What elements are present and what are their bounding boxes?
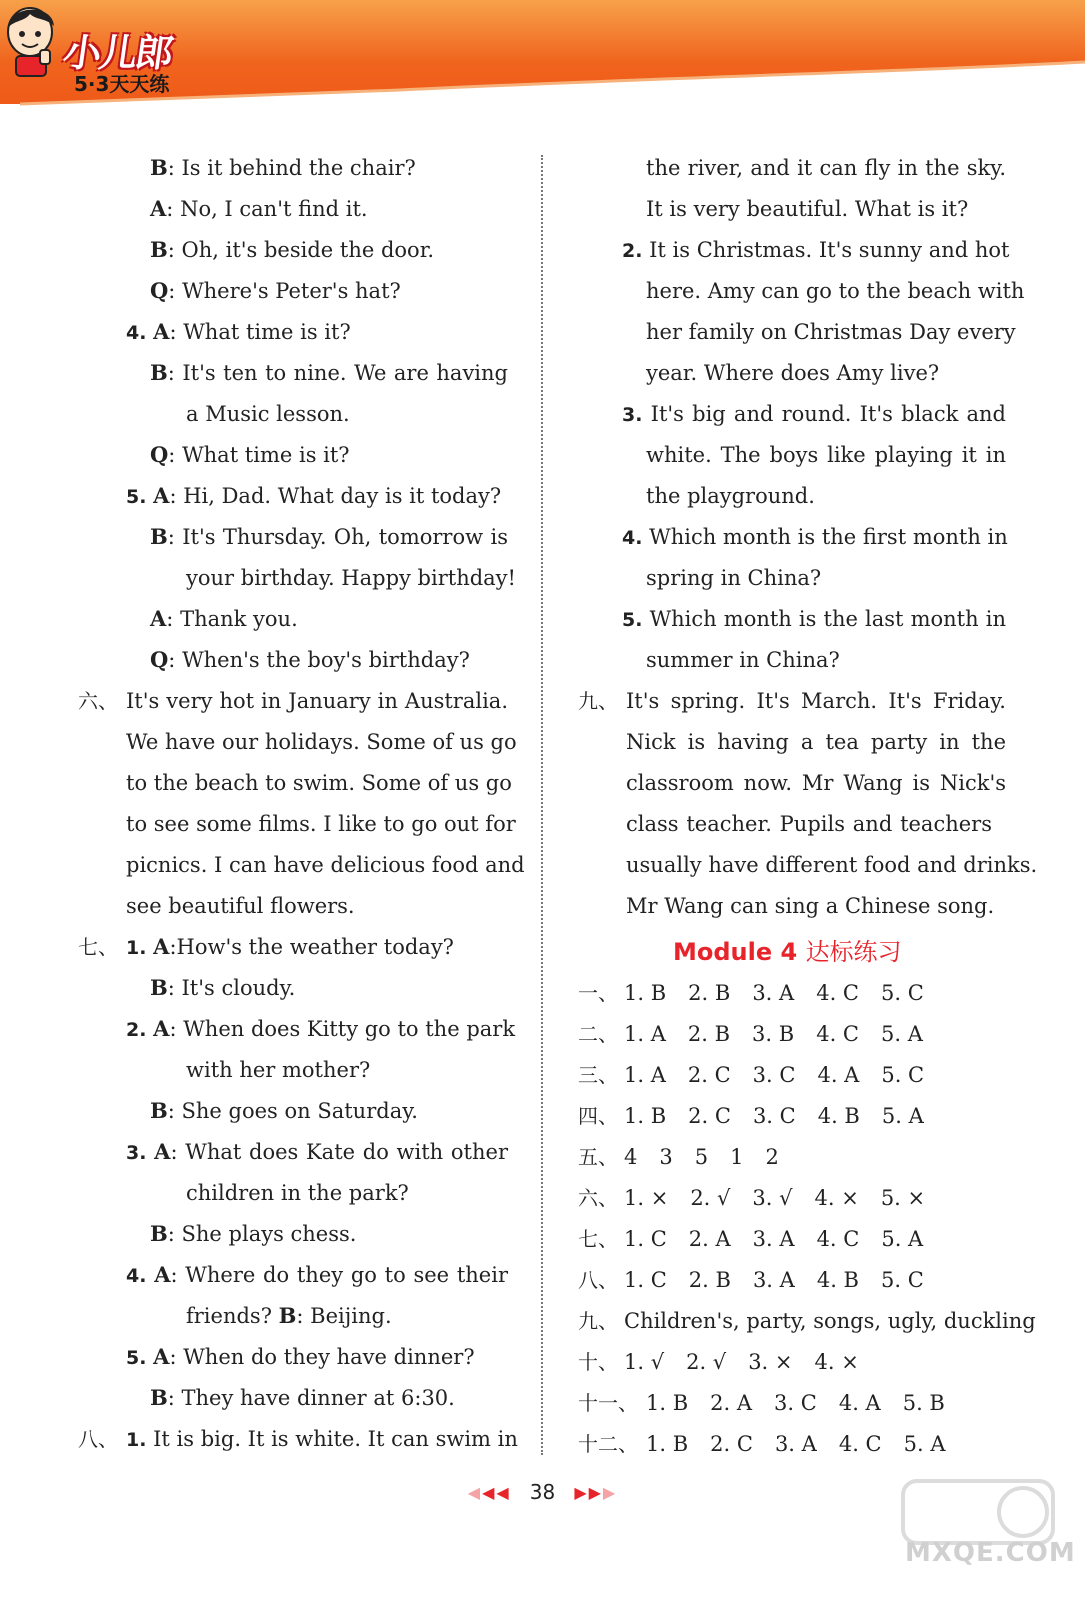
answer-item: 3. A xyxy=(752,981,795,1005)
dialogue-line: Q: Where's Peter's hat? xyxy=(150,278,401,303)
answer-item: 2. √ xyxy=(690,1186,731,1210)
answer-row xyxy=(578,1385,967,1421)
dialogue-line: B: It's cloudy. xyxy=(150,975,296,1000)
module-title: Module 4 达标练习 xyxy=(673,938,902,966)
answer-row xyxy=(578,1262,946,1298)
answer-item: 4. B xyxy=(816,1268,859,1292)
dialogue-line: friends? B: Beijing. xyxy=(186,1303,392,1328)
answer-item: 3 xyxy=(659,1145,673,1169)
answer-section-marker: 十一、 xyxy=(578,1391,638,1415)
answer-item: 2. A xyxy=(688,1227,731,1251)
dialogue-line: B: It's Thursday. Oh, tomorrow is xyxy=(150,524,508,549)
passage-line: white. The boys like playing it in xyxy=(646,443,1006,467)
answer-row xyxy=(578,1344,881,1380)
column-divider xyxy=(541,155,543,1455)
answer-item: 2. B xyxy=(688,981,731,1005)
passage-line: the river, and it can fly in the sky. xyxy=(646,156,1006,180)
passage-line: the playground. xyxy=(646,484,815,508)
dialogue-line: B: She plays chess. xyxy=(150,1221,357,1246)
answer-section-marker: 九、 xyxy=(578,1309,618,1333)
answer-item: 1. B xyxy=(624,981,667,1005)
passage-line: here. Amy can go to the beach with xyxy=(646,279,1025,303)
passage-line: We have our holidays. Some of us go xyxy=(126,730,517,754)
passage-line: picnics. I can have delicious food and xyxy=(126,853,525,877)
answer-section-marker: 五、 xyxy=(578,1145,618,1169)
answer-item: 2. √ xyxy=(686,1350,727,1374)
answer-item: 5. C xyxy=(880,981,924,1005)
passage-line: 4. Which month is the first month in xyxy=(622,525,1008,549)
passage-line: Mr Wang can sing a Chinese song. xyxy=(626,894,995,918)
passage-line: to the beach to swim. Some of us go xyxy=(126,771,512,795)
dialogue-line: children in the park? xyxy=(186,1181,409,1205)
answer-item: 3. A xyxy=(774,1432,817,1456)
section-marker: 七、 xyxy=(78,935,118,959)
answer-item: 3. C xyxy=(774,1391,817,1415)
answer-item: 5. C xyxy=(881,1063,925,1087)
answer-item: 5. A xyxy=(881,1104,924,1128)
answer-item: 4. A xyxy=(838,1391,881,1415)
passage-line: 1. It is big. It is white. It can swim in xyxy=(126,1427,518,1451)
dialogue-line: 4. A: What time is it? xyxy=(126,319,351,344)
passage-line: see beautiful flowers. xyxy=(126,894,355,918)
answer-item: 3. √ xyxy=(752,1186,793,1210)
answer-item: 5. A xyxy=(880,1022,923,1046)
answer-item: 4. × xyxy=(814,1186,859,1210)
logo-subtitle: 5·3天天练 xyxy=(74,72,170,96)
answer-item: 2 xyxy=(765,1145,779,1169)
answer-section-marker: 二、 xyxy=(578,1022,618,1046)
answer-row xyxy=(578,1139,801,1175)
answer-item: Children's, party, songs, ugly, duckling xyxy=(624,1309,1036,1333)
watermark-text: MXQE.COM xyxy=(905,1538,1076,1568)
dialogue-line: Q: When's the boy's birthday? xyxy=(150,647,470,672)
answer-row xyxy=(578,1426,968,1462)
next-arrows-icon: ▶▶▶ xyxy=(574,1482,618,1502)
passage-line: summer in China? xyxy=(646,648,840,672)
mascot-icon xyxy=(0,0,62,80)
answer-item: 4. C xyxy=(838,1432,882,1456)
dialogue-line: B: She goes on Saturday. xyxy=(150,1098,418,1123)
passage-line: classroom now. Mr Wang is Nick's xyxy=(626,771,1006,795)
answer-item: 4. × xyxy=(814,1350,859,1374)
answer-row xyxy=(578,975,946,1011)
answer-item: 3. A xyxy=(752,1227,795,1251)
answer-section-marker: 六、 xyxy=(578,1186,618,1210)
answer-item: 3. C xyxy=(752,1104,796,1128)
answer-item: 4. C xyxy=(816,1022,859,1046)
answer-item: 4 xyxy=(624,1145,638,1169)
answer-item: 5. C xyxy=(880,1268,924,1292)
passage-line: year. Where does Amy live? xyxy=(646,361,940,385)
logo-title: 小儿郎 xyxy=(60,31,175,75)
answer-item: 5 xyxy=(694,1145,709,1169)
answer-item: 4. C xyxy=(816,981,859,1005)
answer-row xyxy=(578,1016,945,1052)
section-marker: 六、 xyxy=(78,689,118,713)
dialogue-line: your birthday. Happy birthday! xyxy=(186,566,516,590)
answer-item: 2. A xyxy=(710,1391,753,1415)
passage-line: It's spring. It's March. It's Friday. xyxy=(626,689,1006,713)
answer-item: 1. C xyxy=(624,1268,667,1292)
answer-item: 1 xyxy=(730,1145,744,1169)
dialogue-line: A: Thank you. xyxy=(150,606,298,631)
passage-line: class teacher. Pupils and teachers xyxy=(626,812,992,836)
dialogue-line: B: It's ten to nine. We are having xyxy=(150,360,508,385)
dialogue-line: Q: What time is it? xyxy=(150,442,350,467)
passage-line: It's very hot in January in Australia. xyxy=(126,689,508,713)
answer-section-marker: 七、 xyxy=(578,1227,618,1251)
answer-item: 5. A xyxy=(903,1432,946,1456)
answer-item: 4. B xyxy=(817,1104,860,1128)
answer-item: 1. A xyxy=(624,1022,666,1046)
answer-item: 3. A xyxy=(752,1268,795,1292)
dialogue-line: 5. A: When do they have dinner? xyxy=(126,1344,475,1369)
answer-item: 1. B xyxy=(624,1104,667,1128)
answer-section-marker: 四、 xyxy=(578,1104,618,1128)
answer-section-marker: 八、 xyxy=(578,1268,618,1292)
dialogue-line: 3. A: What does Kate do with other xyxy=(126,1139,508,1164)
passage-line: usually have different food and drinks. xyxy=(626,853,1038,877)
passage-line: her family on Christmas Day every xyxy=(646,320,1016,344)
answer-item: 1. B xyxy=(646,1432,689,1456)
section-marker: 八、 xyxy=(78,1427,118,1451)
answer-section-marker: 三、 xyxy=(578,1063,618,1087)
page-number: 38 xyxy=(529,1480,556,1504)
dialogue-line: B: They have dinner at 6:30. xyxy=(150,1385,455,1410)
answer-item: 5. A xyxy=(881,1227,924,1251)
answer-item: 2. B xyxy=(687,1022,731,1046)
answer-section-marker: 十二、 xyxy=(578,1432,638,1456)
answer-item: 1. × xyxy=(624,1186,669,1210)
answer-item: 4. A xyxy=(817,1063,860,1087)
dialogue-line: a Music lesson. xyxy=(186,402,350,426)
dialogue-line: A: No, I can't find it. xyxy=(150,196,368,221)
answer-item: 2. C xyxy=(710,1432,753,1456)
answer-item: 3. C xyxy=(752,1063,796,1087)
answer-item: 1. √ xyxy=(624,1350,665,1374)
answer-item: 1. C xyxy=(624,1227,667,1251)
answer-section-marker: 一、 xyxy=(578,981,618,1005)
answer-item: 5. B xyxy=(902,1391,945,1415)
answer-item: 2. C xyxy=(688,1104,731,1128)
answer-item: 1. B xyxy=(646,1391,689,1415)
dialogue-line: with her mother? xyxy=(186,1058,371,1082)
answer-row xyxy=(578,1303,1058,1339)
passage-line: 5. Which month is the last month in xyxy=(622,607,1006,631)
prev-arrows-icon: ◀◀◀ xyxy=(467,1482,511,1502)
dialogue-line: B: Is it behind the chair? xyxy=(150,155,416,180)
answer-item: 3. B xyxy=(752,1022,795,1046)
answer-item: 2. B xyxy=(688,1268,731,1292)
answer-row xyxy=(578,1221,945,1257)
dialogue-line: 1. A:How's the weather today? xyxy=(126,934,454,959)
passage-line: 2. It is Christmas. It's sunny and hot xyxy=(622,238,1010,262)
dialogue-line: 5. A: Hi, Dad. What day is it today? xyxy=(126,483,502,508)
passage-line: Nick is having a tea party in the xyxy=(626,730,1006,754)
dialogue-line: 2. A: When does Kitty go to the park xyxy=(126,1016,516,1041)
dialogue-line: B: Oh, it's beside the door. xyxy=(150,237,435,262)
answer-row xyxy=(578,1098,946,1134)
answer-item: 5. × xyxy=(880,1186,926,1210)
answer-row xyxy=(578,1057,946,1093)
watermark-logo xyxy=(895,1475,1065,1585)
answer-item: 3. × xyxy=(748,1350,793,1374)
answer-row xyxy=(578,1180,947,1216)
passage-line: 3. It's big and round. It's black and xyxy=(622,402,1006,426)
passage-line: to see some films. I like to go out for xyxy=(126,812,516,836)
dialogue-line: 4. A: Where do they go to see their xyxy=(126,1262,508,1287)
answer-section-marker: 十、 xyxy=(578,1350,618,1374)
answer-item: 1. A xyxy=(624,1063,666,1087)
passage-line: spring in China? xyxy=(646,566,822,590)
header-banner xyxy=(0,0,1085,110)
answer-item: 4. C xyxy=(816,1227,860,1251)
passage-line: It is very beautiful. What is it? xyxy=(646,197,969,221)
answer-item: 2. C xyxy=(687,1063,731,1087)
section-marker: 九、 xyxy=(578,689,618,713)
